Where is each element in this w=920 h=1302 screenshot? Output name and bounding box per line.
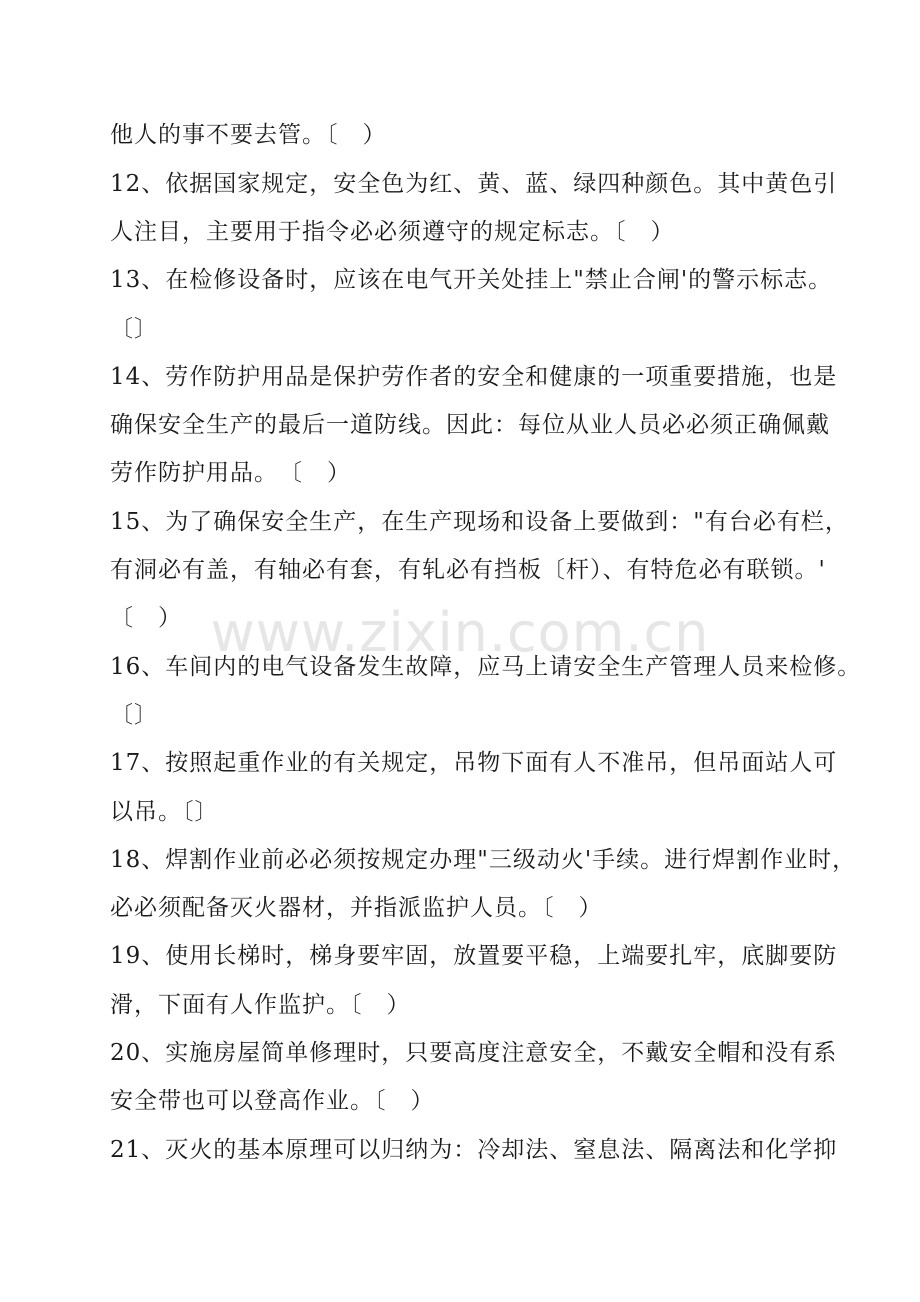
- text-line: 〔 ）: [110, 605, 182, 631]
- text-line: 18、焊割作业前必必须按规定办理"三级动火'手续。进行焊割作业时，: [110, 847, 857, 873]
- text-line: 19、使用长梯时，梯身要牢固，放置要平稳，上端要扎牢，底脚要防: [110, 943, 838, 969]
- text-line: 15、为了确保安全生产，在生产现场和设备上要做到："有台必有栏，: [110, 509, 849, 535]
- text-line: 〔〕: [110, 702, 158, 728]
- text-line: 确保安全生产的最后一道防线。因此：每位从业人员必必须正确佩戴: [110, 412, 830, 438]
- text-line: 17、按照起重作业的有关规定，吊物下面有人不准吊，但吊面站人可: [110, 750, 838, 776]
- text-line: 20、实施房屋简单修理时，只要高度注意安全，不戴安全帽和没有系: [110, 1040, 838, 1066]
- watermark: www.zixin.com.cn: [210, 601, 710, 664]
- text-line: 必必须配备灭火器材，并指派监护人员。〔 ）: [110, 895, 603, 921]
- text-line: 〔〕: [110, 316, 158, 342]
- text-line: 滑，下面有人作监护。〔 ）: [110, 992, 411, 1018]
- text-line: 13、在检修设备时，应该在电气开关处挂上"禁止合闸'的警示标志。: [110, 267, 833, 293]
- text-line: 14、劳作防护用品是保护劳作者的安全和健康的一项重要措施，也是: [110, 364, 838, 390]
- text-line: 16、车间内的电气设备发生故障，应马上请安全生产管理人员来检修。: [110, 654, 862, 680]
- text-line: 以吊。〔〕: [110, 799, 219, 825]
- text-line: 劳作防护用品。 〔 ）: [110, 460, 351, 486]
- text-line: 12、依据国家规定，安全色为红、黄、蓝、绿四种颜色。其中黄色引: [110, 171, 838, 197]
- text-line: 他人的事不要去管。〔 ）: [110, 122, 387, 148]
- text-line: 人注目，主要用于指令必必须遵守的规定标志。〔 ）: [110, 219, 675, 245]
- text-line: 21、灭火的基本原理可以归纳为：冷却法、窒息法、隔离法和化学抑: [110, 1137, 838, 1163]
- text-line: 有洞必有盖，有轴必有套，有轧必有挡板〔杆）、有特危必有联锁。': [110, 557, 826, 583]
- text-line: 安全带也可以登高作业。〔 ）: [110, 1088, 435, 1114]
